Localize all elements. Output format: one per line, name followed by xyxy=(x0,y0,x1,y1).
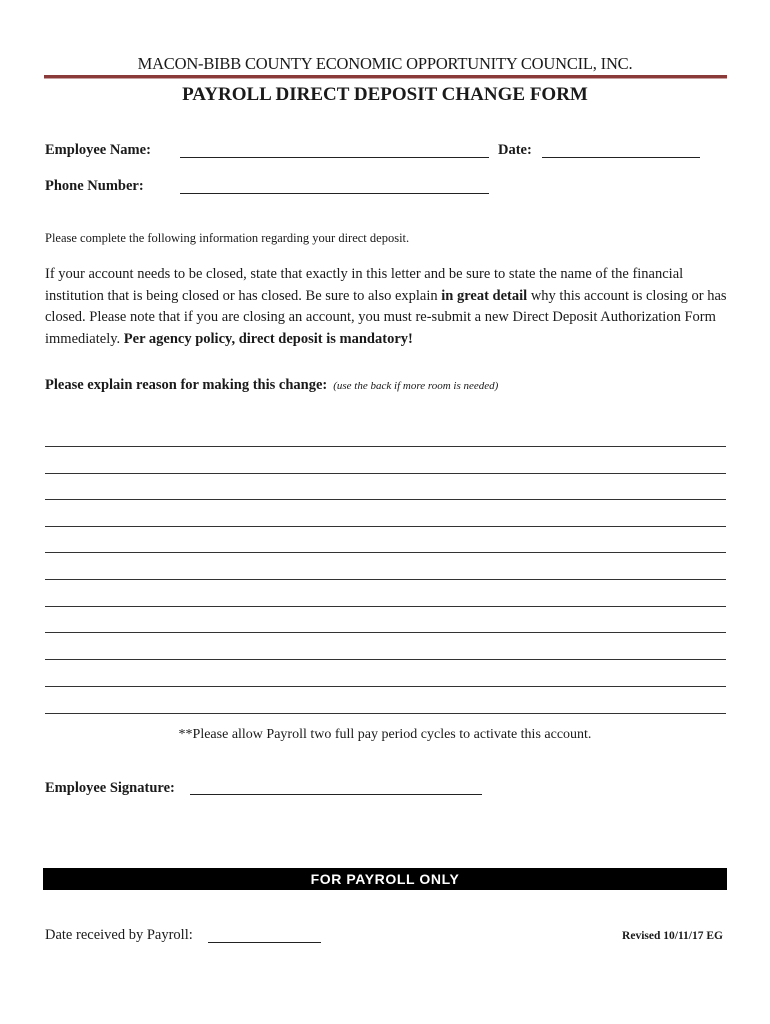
reason-note: (use the back if more room is needed) xyxy=(333,380,499,392)
signature-field[interactable] xyxy=(190,794,482,795)
form-title: PAYROLL DIRECT DEPOSIT CHANGE FORM xyxy=(182,84,588,105)
reason-line-10[interactable] xyxy=(45,686,726,687)
reason-line-11[interactable] xyxy=(45,713,726,714)
reason-line-9[interactable] xyxy=(45,659,726,660)
signature-label: Employee Signature: xyxy=(45,780,175,796)
phone-number-label: Phone Number: xyxy=(45,178,144,194)
reason-line-7[interactable] xyxy=(45,606,726,607)
date-received-label: Date received by Payroll: xyxy=(45,927,193,943)
instructions-intro: Please complete the following information regarding your direct deposit. xyxy=(45,231,410,245)
instructions-emphasis-policy: Per agency policy, direct deposit is mandatory! xyxy=(123,330,413,347)
revision-note: Revised 10/11/17 EG xyxy=(622,930,723,942)
header-divider xyxy=(44,75,727,79)
reason-line-3[interactable] xyxy=(45,499,726,500)
organization-name: MACON-BIBB COUNTY ECONOMIC OPPORTUNITY COUNCIL, INC. xyxy=(137,54,633,73)
date-label: Date: xyxy=(498,142,532,158)
reason-line-4[interactable] xyxy=(45,526,726,527)
payroll-only-header: FOR PAYROLL ONLY xyxy=(43,868,727,890)
instructions-emphasis-detail: in great detail xyxy=(441,287,528,304)
date-received-field[interactable] xyxy=(208,942,321,943)
phone-number-field[interactable] xyxy=(180,193,489,194)
reason-label-text: Please explain reason for making this change: xyxy=(45,377,328,393)
employee-name-label: Employee Name: xyxy=(45,142,151,158)
reason-line-5[interactable] xyxy=(45,552,726,553)
date-field[interactable] xyxy=(542,157,700,158)
payroll-activation-note: **Please allow Payroll two full pay period cycles to activate this account. xyxy=(178,727,592,742)
reason-line-2[interactable] xyxy=(45,473,726,474)
reason-line-1[interactable] xyxy=(45,446,726,447)
reason-label xyxy=(45,377,498,394)
employee-name-field[interactable] xyxy=(180,157,489,158)
instructions-paragraph xyxy=(45,264,735,350)
instructions-text-2: why this account is closing or has closed. Please note that if you are closing an account, you must re-submit a new Direct Deposit Authorization Form immediately. xyxy=(45,287,727,347)
reason-line-8[interactable] xyxy=(45,632,726,633)
instructions-text-1: If your account needs to be closed, state that exactly in this letter and be sure to state the name of the financial institution that is being closed or has closed. Be sure to also explain xyxy=(45,266,684,304)
reason-line-6[interactable] xyxy=(45,579,726,580)
